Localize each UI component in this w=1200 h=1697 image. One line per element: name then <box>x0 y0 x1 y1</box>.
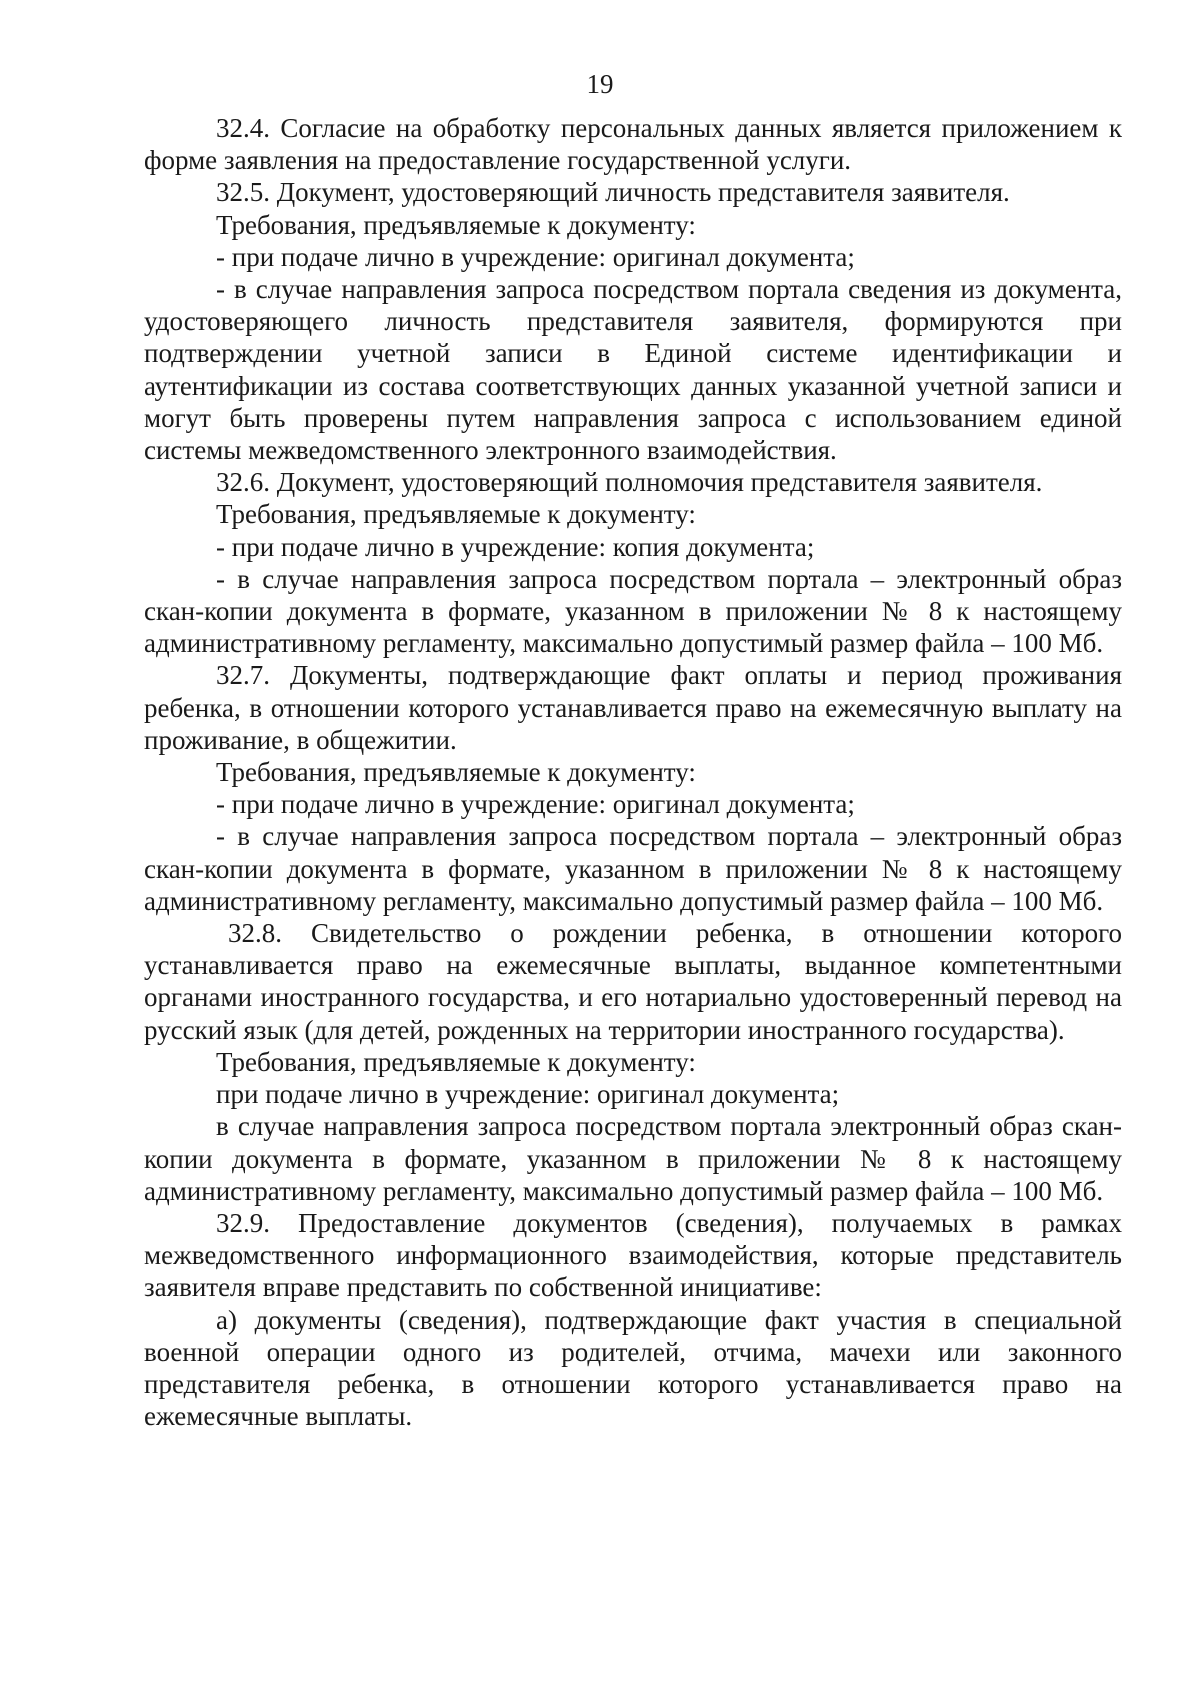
requirement-item: - в случае направления запроса посредством портала – электронный образ скан-копии документа в формате, указанном в приложении № 8 к настоящему административному регламенту, максимально допустимый размер файла – 100 Мб. <box>144 821 1122 916</box>
requirement-item: - при подаче лично в учреждение: оригинал документа; <box>216 789 855 820</box>
requirement-item: при подаче лично в учреждение: оригинал документа; <box>216 1079 840 1110</box>
page-number: 19 <box>586 69 614 99</box>
requirements-heading: Требования, предъявляемые к документу: <box>216 1046 696 1077</box>
paragraph-32-4: 32.4. Согласие на обработку персональных данных является приложением к форме заявления на предоставление государственной услуги. <box>144 113 1122 176</box>
requirements-heading: Требования, предъявляемые к документу: <box>216 757 696 788</box>
requirement-item: в случае направления запроса посредством портала электронный образ скан-копии документа в формате, указанном в приложении № 8 к настоящему административному регламенту, максимально допустимый размер файла – 100 Мб. <box>144 1111 1122 1206</box>
paragraph-32-6: 32.6. Документ, удостоверяющий полномочия представителя заявителя. <box>216 467 1043 498</box>
subparagraph-a: а) документы (сведения), подтверждающие факт участия в специальной военной операции одного из родителей, отчима, мачехи или законного представителя ребенка, в отношении которого устанавливается право на ежемесячные выплаты. <box>144 1304 1122 1432</box>
requirement-item: - при подаче лично в учреждение: копия документа; <box>216 531 815 562</box>
requirement-item: - при подаче лично в учреждение: оригинал документа; <box>216 241 855 272</box>
paragraph-32-7: 32.7. Документы, подтверждающие факт оплаты и период проживания ребенка, в отношении которого устанавливается право на ежемесячную выплату на проживание, в общежитии. <box>144 660 1122 755</box>
requirement-item: - в случае направления запроса посредством портала – электронный образ скан-копии документа в формате, указанном в приложении № 8 к настоящему административному регламенту, максимально допустимый размер файла – 100 Мб. <box>144 563 1122 659</box>
paragraph-32-8: 32.8. Свидетельство о рождении ребенка, в отношении которого устанавливается право на ежемесячные выплаты, выданное компетентными органами иностранного государства, и его нотариально удостоверенный перевод на русский язык (для детей, рожденных на территории иностранного государства). <box>144 918 1122 1045</box>
paragraph-32-5: 32.5. Документ, удостоверяющий личность представителя заявителя. <box>216 177 1010 208</box>
requirements-heading: Требования, предъявляемые к документу: <box>216 499 696 530</box>
requirement-item: - в случае направления запроса посредством портала сведения из документа, удостоверяющего личность представителя заявителя, формируются при подтверждении учетной записи в Единой системе идентификации и аутентификации из состава соответствующих данных указанной учетной записи и могут быть проверены путем направления запроса с использованием единой системы межведомственного электронного взаимодействия. <box>144 274 1122 466</box>
paragraph-32-9: 32.9. Предоставление документов (сведения), получаемых в рамках межведомственного информационного взаимодействия, которые представитель заявителя вправе представить по собственной инициативе: <box>144 1207 1122 1303</box>
document-body <box>144 112 1122 1432</box>
requirements-heading: Требования, предъявляемые к документу: <box>216 209 696 240</box>
